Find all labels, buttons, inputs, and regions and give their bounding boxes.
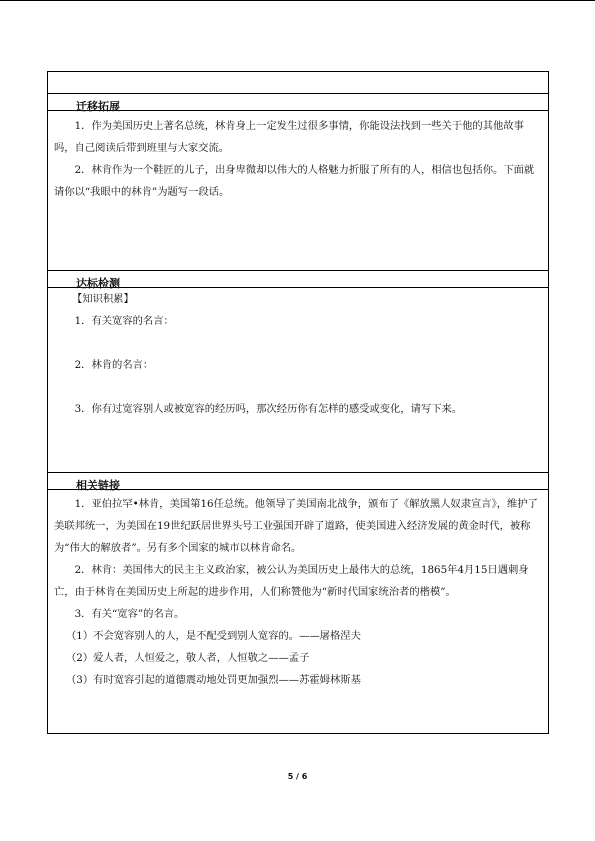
section-content xyxy=(48,490,548,691)
answer-space xyxy=(54,332,540,354)
section-transfer xyxy=(48,94,548,271)
question: 2．林肯的名言： xyxy=(74,359,154,371)
page-number: 5 / 6 xyxy=(287,772,308,781)
quote: （2）爱人者，人恒爱之，敬人者，人恒敬之——孟子 xyxy=(66,652,310,664)
knowledge-label: 【知识积累】 xyxy=(72,293,134,305)
answer-space xyxy=(54,376,540,398)
paragraph: 2．林肯作为一个鞋匠的儿子，出身卑微却以伟大的人格魅力折服了所有的人，相信也包括你。下面就请你以“我眼中的林肯”为题写一段话。 xyxy=(54,164,535,198)
section-assessment xyxy=(48,271,548,473)
paragraph: 1．亚伯拉罕•林肯，美国第16任总统。他领导了美国南北战争，颁布了《解放黑人奴隶宣言》，维护了美联邦统一，为美国在19世纪跃居世界头号工业强国开辟了道路，使美国进入经济发展的黄金时代，被称为“伟大的解放者”。另有多个国家的城市以林肯命名。 xyxy=(54,498,538,554)
paragraph: 2．林肯：美国伟大的民主主义政治家，被公认为美国历史上最伟大的总统，1865年4月15日遇刺身亡，由于林肯在美国历史上所起的进步作用，人们称赞他为“新时代国家统治者的楷模”。 xyxy=(54,564,529,598)
question: 1．有关宽容的名言： xyxy=(74,315,174,327)
section-title: 迁移拓展 xyxy=(48,94,548,111)
paragraph: 1．作为美国历史上著名总统，林肯身上一定发生过很多事情，你能设法找到一些关于他的其他故事吗，自己阅读后带到班里与大家交流。 xyxy=(54,120,524,154)
section-title: 达标检测 xyxy=(48,271,548,288)
quote: （1）不会宽容别人的人，是不配受到别人宽容的。——屠格涅夫 xyxy=(66,630,361,642)
worksheet-table xyxy=(47,71,549,734)
section-content xyxy=(48,288,548,420)
section-title: 相关链接 xyxy=(48,473,548,490)
question: 3．你有过宽容别人或被宽容的经历吗，那次经历你有怎样的感受或变化，请写下来。 xyxy=(74,403,463,415)
section-content xyxy=(48,111,548,203)
top-rule xyxy=(0,0,595,1)
quote: （3）有时宽容引起的道德震动地处罚更加强烈——苏霍姆林斯基 xyxy=(66,674,361,686)
paragraph: 3．有关“宽容”的名言。 xyxy=(74,608,185,620)
empty-row xyxy=(48,72,548,94)
section-links xyxy=(48,473,548,733)
